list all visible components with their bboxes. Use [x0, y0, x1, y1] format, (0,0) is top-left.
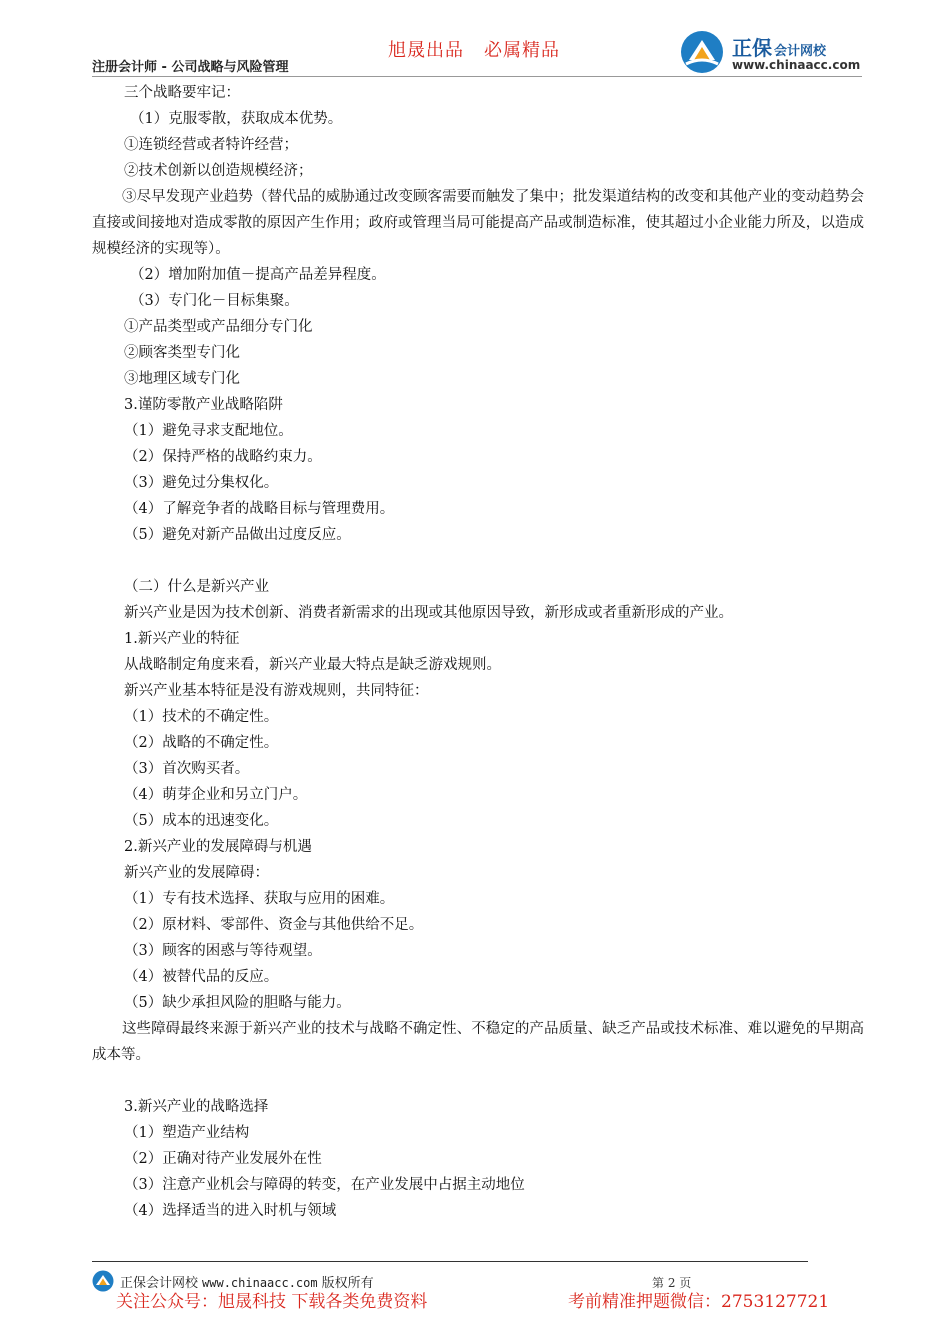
paragraph: 新兴产业基本特征是没有游戏规则，共同特征：	[124, 683, 429, 699]
section-heading: 3.新兴产业的战略选择	[124, 1099, 269, 1115]
section-heading: 3.谨防零散产业战略陷阱	[124, 397, 283, 413]
list-item: （4）萌芽企业和另立门户。	[124, 787, 308, 803]
list-item: （5）缺少承担风险的胆略与能力。	[124, 995, 351, 1011]
footer-logo-icon	[92, 1270, 114, 1292]
spacer	[92, 548, 864, 574]
section-heading: 2.新兴产业的发展障碍与机遇	[124, 839, 312, 855]
header-slogan	[388, 36, 560, 62]
list-item: （5）避免对新产品做出过度反应。	[124, 527, 351, 543]
paragraph: ①产品类型或产品细分专门化	[124, 319, 313, 335]
brand-name	[732, 32, 826, 61]
brand-url: www.chinaacc.com	[732, 58, 861, 72]
section-heading: （二）什么是新兴产业	[124, 579, 269, 595]
list-item: （3）避免过分集权化。	[124, 475, 279, 491]
list-item: （2）战略的不确定性。	[124, 735, 279, 751]
slogan-part-1: 旭晟出品	[388, 40, 464, 61]
list-item: （2）保持严格的战略约束力。	[124, 449, 322, 465]
paragraph: （3）专门化－目标集聚。	[130, 293, 299, 309]
paragraph: （2）增加附加值－提高产品差异程度。	[130, 267, 386, 283]
list-item: （3）首次购买者。	[124, 761, 250, 777]
paragraph: ①连锁经营或者特许经营；	[124, 137, 298, 153]
list-item: （4）选择适当的进入时机与领域	[124, 1203, 337, 1219]
list-item: （3）顾客的困惑与等待观望。	[124, 943, 322, 959]
logo-mark-icon	[680, 30, 724, 74]
footer-url: www.chinaacc.com	[202, 1276, 318, 1290]
footer-rights: 版权所有	[321, 1276, 374, 1291]
paragraph: 这些障碍最终来源于新兴产业的技术与战略不确定性、不稳定的产品质量、缺乏产品或技术标准、难以避免的早期高成本等。	[92, 1021, 864, 1063]
paragraph: 从战略制定角度来看，新兴产业最大特点是缺乏游戏规则。	[124, 657, 501, 673]
list-item: （1）塑造产业结构	[124, 1125, 250, 1141]
paragraph: ③地理区域专门化	[124, 371, 240, 387]
paragraph: ③尽早发现产业趋势（替代品的威胁通过改变顾客需要而触发了集中；批发渠道结构的改变和其他产业的变动趋势会直接或间接地对造成零散的原因产生作用；政府或管理当局可能提高产品或制造标准，使其超过小企业能力所及，以造成规模经济的实现等）。	[92, 189, 864, 257]
list-item: （1）专有技术选择、获取与应用的困难。	[124, 891, 395, 907]
brand-name-sub: 会计网校	[774, 44, 827, 59]
brand-logo	[680, 30, 880, 78]
paragraph: 新兴产业的发展障碍：	[124, 865, 269, 881]
list-item: （4）了解竞争者的战略目标与管理费用。	[124, 501, 395, 517]
paragraph: ②顾客类型专门化	[124, 345, 240, 361]
list-item: （4）被替代品的反应。	[124, 969, 279, 985]
paragraph: 三个战略要牢记：	[124, 85, 240, 101]
paragraph: 新兴产业是因为技术创新、消费者新需求的出现或其他原因导致，新形成或者重新形成的产业。	[124, 605, 733, 621]
brand-name-main: 正保	[732, 36, 772, 60]
slogan-part-2: 必属精品	[484, 40, 560, 61]
list-item: （2）正确对待产业发展外在性	[124, 1151, 322, 1167]
header-divider	[92, 76, 862, 77]
promo-text-left: 关注公众号：旭晟科技 下载各类免费资料	[116, 1292, 428, 1312]
list-item: （1）避免寻求支配地位。	[124, 423, 293, 439]
footer-divider	[92, 1261, 808, 1262]
spacer	[92, 1068, 864, 1094]
footer-brand: 正保会计网校	[120, 1276, 199, 1291]
paragraph: （1）克服零散，获取成本优势。	[130, 111, 343, 127]
list-item: （2）原材料、零部件、资金与其他供给不足。	[124, 917, 424, 933]
page-number: 第 2 页	[652, 1276, 692, 1290]
promo-text-right: 考前精准押题微信：2753127721	[568, 1292, 830, 1312]
list-item: （1）技术的不确定性。	[124, 709, 279, 725]
document-body	[92, 80, 864, 1224]
list-item: （3）注意产业机会与障碍的转变，在产业发展中占据主动地位	[124, 1177, 525, 1193]
section-heading: 1.新兴产业的特征	[124, 631, 240, 647]
list-item: （5）成本的迅速变化。	[124, 813, 279, 829]
course-title: 注册会计师 - 公司战略与风险管理	[92, 60, 289, 75]
paragraph: ②技术创新以创造规模经济；	[124, 163, 313, 179]
